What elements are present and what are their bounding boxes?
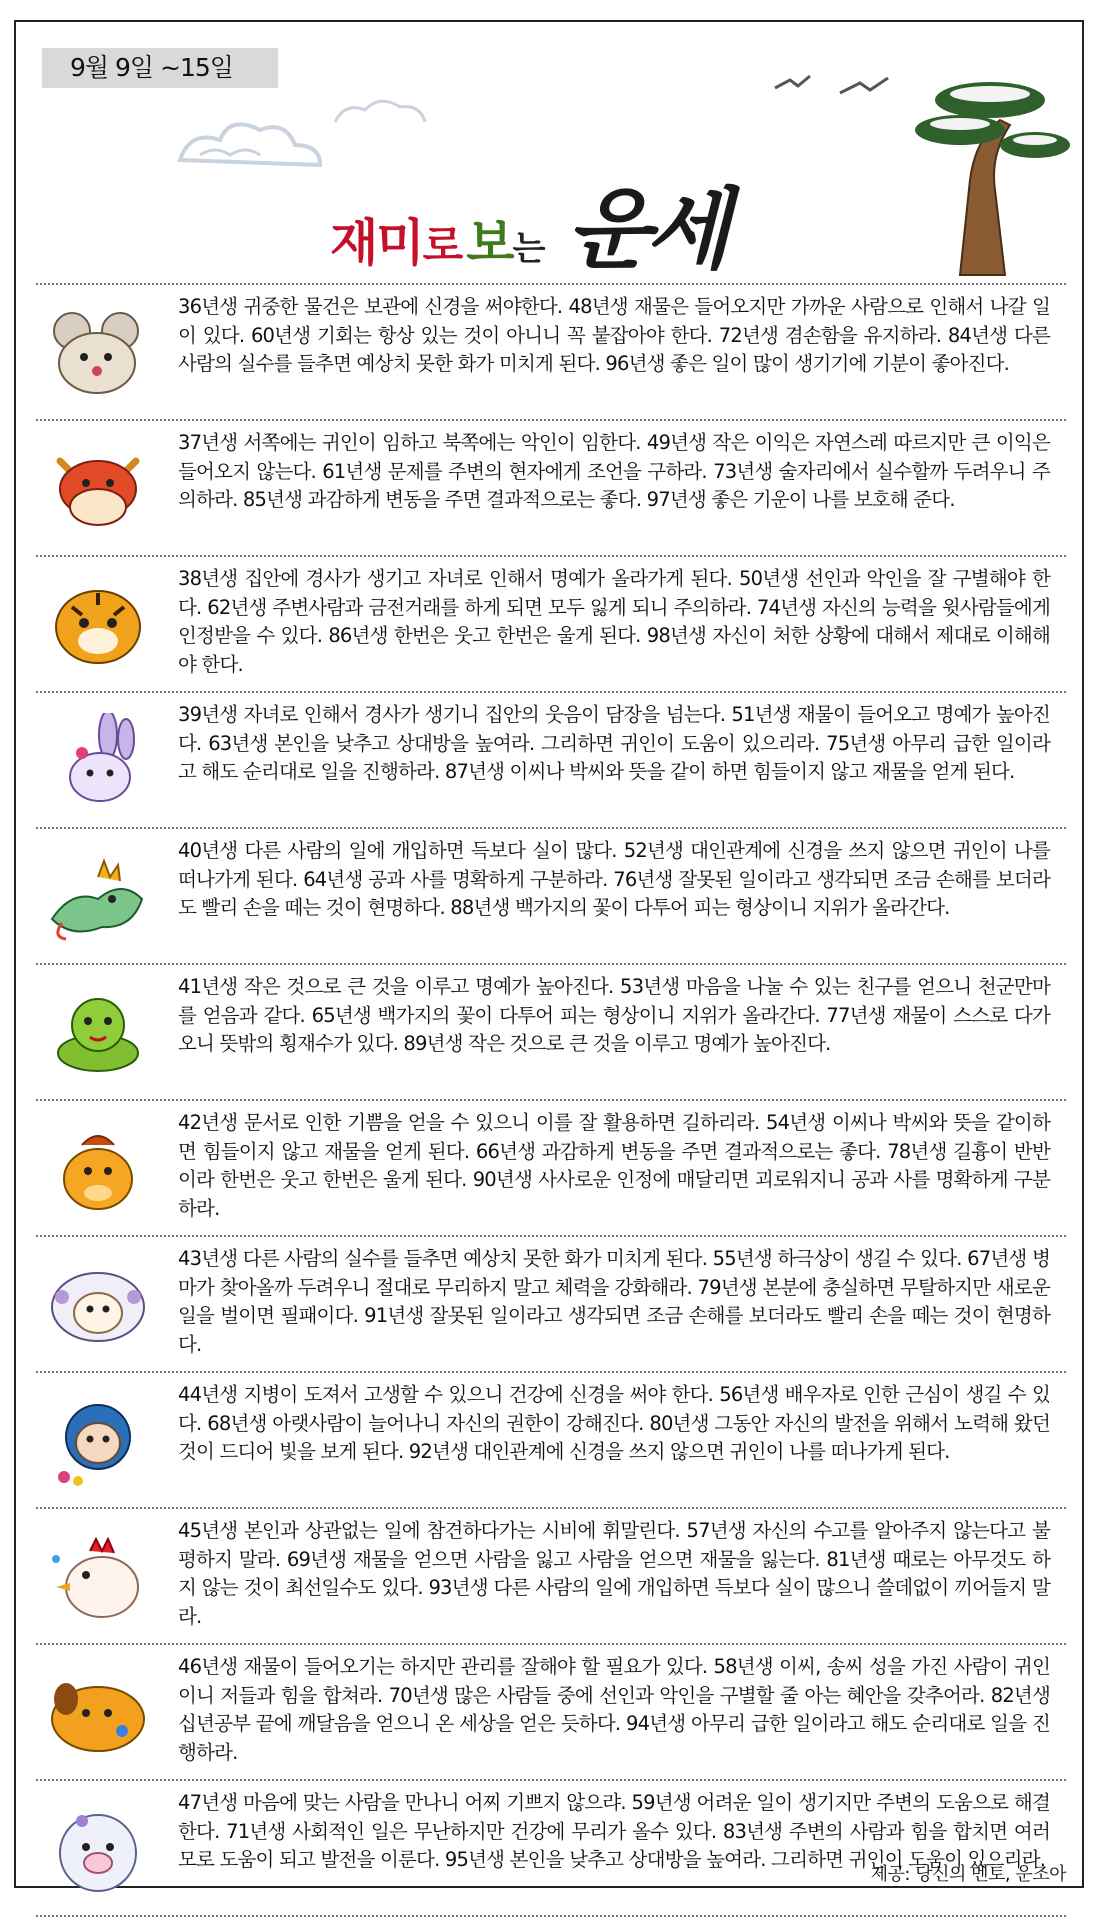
snake-icon (42, 985, 154, 1081)
fortune-row (36, 1235, 1066, 1371)
fortune-row (36, 827, 1066, 963)
title-main: 운세 (566, 177, 725, 281)
fortune-text: 46년생 재물이 들어오기는 하지만 관리를 잘해야 할 필요가 있다. 58년생 이씨, 송씨 성을 가진 사람이 귀인이니 저들과 힘을 합쳐라. 70년생 많은 사람들 중에 선인과 악인을 구별할 줄 아는 혜안을 갖추어라. 82년생 십년공부 끝에 깨달음을 얻으니 온 세상을 얻은 듯하다. 94년생 아무리 급한 일이라고 해도 순리대로 일을 진행하라. (178, 1655, 1050, 1764)
fortune-text: 47년생 마음에 맞는 사람을 만나니 어찌 기쁘지 않으랴. 59년생 어려운 일이 생기지만 주변의 도움으로 해결한다. 71년생 사회적인 일은 무난하지만 건강에 무리가 올수 있다. 83년생 주변의 사람과 힘을 합치면 여러모로 도움이 되고 발전을 이룬다. 95년생 본인을 낮추고 상대방을 높여라. 그리하면 귀인이 도움이 있으리라. (178, 1791, 1050, 1871)
fortune-row (36, 1099, 1066, 1235)
pine-tree-illustration (900, 60, 1080, 280)
fortune-row (36, 555, 1066, 691)
fortune-list (36, 283, 1066, 1917)
birds-decoration (770, 68, 910, 108)
fortune-text: 37년생 서쪽에는 귀인이 임하고 북쪽에는 악인이 임한다. 49년생 작은 이익은 자연스레 따르지만 큰 이익은 들어오지 않는다. 61년생 문제를 주변의 현자에게 조언을 구하라. 73년생 술자리에서 실수할까 두려우니 주의하라. 85년생 과감하게 변동을 주면 결과적으로는 좋다. 97년생 좋은 기운이 나를 보호해 준다. (178, 431, 1050, 511)
credit-line: 제공: 당신의 멘토, 운조아 (870, 1864, 1066, 1885)
title-part-2: 로 (422, 221, 462, 270)
tiger-icon (42, 577, 154, 673)
title-part-4: 는 (512, 229, 544, 269)
fortune-row (36, 283, 1066, 419)
pig-icon (42, 1801, 154, 1897)
fortune-text: 39년생 자녀로 인해서 경사가 생기니 집안의 웃음이 담장을 넘는다. 51년생 재물이 들어오고 명예가 높아진다. 63년생 본인을 낮추고 상대방을 높여라. 그리하면 귀인이 도움이 있으리라. 75년생 아무리 급한 일이라고 해도 순리대로 일을 진행하라. 87년생 이씨나 박씨와 뜻을 같이 하면 힘들이지 않고 재물을 얻게 된다. (178, 703, 1050, 783)
fortune-row (36, 1507, 1066, 1643)
fortune-row (36, 419, 1066, 555)
fortune-text: 43년생 다른 사람의 실수를 들추면 예상치 못한 화가 미치게 된다. 55년생 하극상이 생길 수 있다. 67년생 병마가 찾아올까 두려우니 절대로 무리하지 말고 체력을 강화해라. 79년생 본분에 충실하면 무탈하지만 새로운 일을 벌이면 필패이다. 91년생 잘못된 일이라고 생각되면 조금 손해를 보더라도 빨리 손을 떼는 것이 현명하다. (178, 1247, 1050, 1356)
rabbit-icon (42, 713, 154, 809)
dog-icon (42, 1665, 154, 1761)
rooster-icon (42, 1529, 154, 1625)
title-part-1: 재미 (330, 214, 423, 272)
fortune-text: 41년생 작은 것으로 큰 것을 이루고 명예가 높아진다. 53년생 마음을 나눌 수 있는 친구를 얻으니 천군만마를 얻음과 같다. 65년생 백가지의 꽃이 다투어 피는 형상이니 지위가 올라간다. 77년생 재물이 스스로 다가오니 뜻밖의 횡재수가 있다. 89년생 작은 것으로 큰 것을 이루고 명예가 높아진다. (178, 975, 1050, 1055)
fortune-text: 44년생 지병이 도져서 고생할 수 있으니 건강에 신경을 써야 한다. 56년생 배우자로 인한 근심이 생길 수 있다. 68년생 아랫사람이 늘어나니 자신의 권한이 강해진다. 80년생 그동안 자신의 발전을 위해서 노력해 왔던 것이 드디어 빛을 보게 된다. 92년생 대인관계에 신경을 쓰지 않으면 귀인이 나를 떠나가게 된다. (178, 1383, 1050, 1463)
ox-icon (42, 441, 154, 537)
fortune-text: 42년생 문서로 인한 기쁨을 얻을 수 있으니 이를 잘 활용하면 길하리라. 54년생 이씨나 박씨와 뜻을 같이하면 힘들이지 않고 재물을 얻게 된다. 66년생 과감하게 변동을 주면 결과적으로는 좋다. 78년생 길흉이 반반이라 한번은 웃고 한번은 울게 된다. 90년생 사사로운 인정에 매달리면 괴로워지니 공과 사를 명확하게 구분하라. (178, 1111, 1050, 1220)
fortune-text: 45년생 본인과 상관없는 일에 참견하다가는 시비에 휘말린다. 57년생 자신의 수고를 알아주지 않는다고 불평하지 말라. 69년생 재물을 얻으면 사람을 잃고 사람을 얻으면 재물을 잃는다. 81년생 때로는 아무것도 하지 않는 것이 최선일수도 있다. 93년생 다른 사람의 일에 개입하면 득보다 실이 많으니 쓸데없이 끼어들지 말라. (178, 1519, 1050, 1628)
sheep-icon (42, 1257, 154, 1353)
fortune-row (36, 691, 1066, 827)
fortune-row (36, 1371, 1066, 1507)
title-part-3: 보 (466, 214, 513, 272)
horse-icon (42, 1121, 154, 1217)
dragon-icon (42, 849, 154, 945)
cloud-decoration-left (170, 110, 330, 180)
page-title (330, 160, 725, 281)
fortune-row (36, 1643, 1066, 1779)
rat-icon (42, 305, 154, 401)
fortune-row (36, 1779, 1066, 1917)
fortune-row (36, 963, 1066, 1099)
cloud-decoration-small (330, 92, 430, 132)
fortune-text: 40년생 다른 사람의 일에 개입하면 득보다 실이 많다. 52년생 대인관계에 신경을 쓰지 않으면 귀인이 나를 떠나가게 된다. 64년생 공과 사를 명확하게 구분하라. 76년생 잘못된 일이라고 생각되면 조금 손해를 보더라도 빨리 손을 떼는 것이 현명하다. 88년생 백가지의 꽃이 다투어 피는 형상이니 지위가 올라간다. (178, 839, 1050, 919)
date-range: 9월 9일 ~15일 (42, 48, 278, 88)
fortune-text: 36년생 귀중한 물건은 보관에 신경을 써야한다. 48년생 재물은 들어오지만 가까운 사람으로 인해서 나갈 일이 있다. 60년생 기회는 항상 있는 것이 아니니 꼭 붙잡아야 한다. 72년생 겸손함을 유지하라. 84년생 다른 사람의 실수를 들추면 예상치 못한 화가 미치게 된다. 96년생 좋은 일이 많이 생기기에 기분이 좋아진다. (178, 295, 1050, 375)
monkey-icon (42, 1393, 154, 1489)
fortune-text: 38년생 집안에 경사가 생기고 자녀로 인해서 명예가 올라가게 된다. 50년생 선인과 악인을 잘 구별해야 한다. 62년생 주변사람과 금전거래를 하게 되면 모두 잃게 되니 주의하라. 74년생 자신의 능력을 윗사람들에게 인정받을 수 있다. 86년생 한번은 웃고 한번은 울게 된다. 98년생 자신이 처한 상황에 대해서 제대로 이해해야 한다. (178, 567, 1050, 676)
